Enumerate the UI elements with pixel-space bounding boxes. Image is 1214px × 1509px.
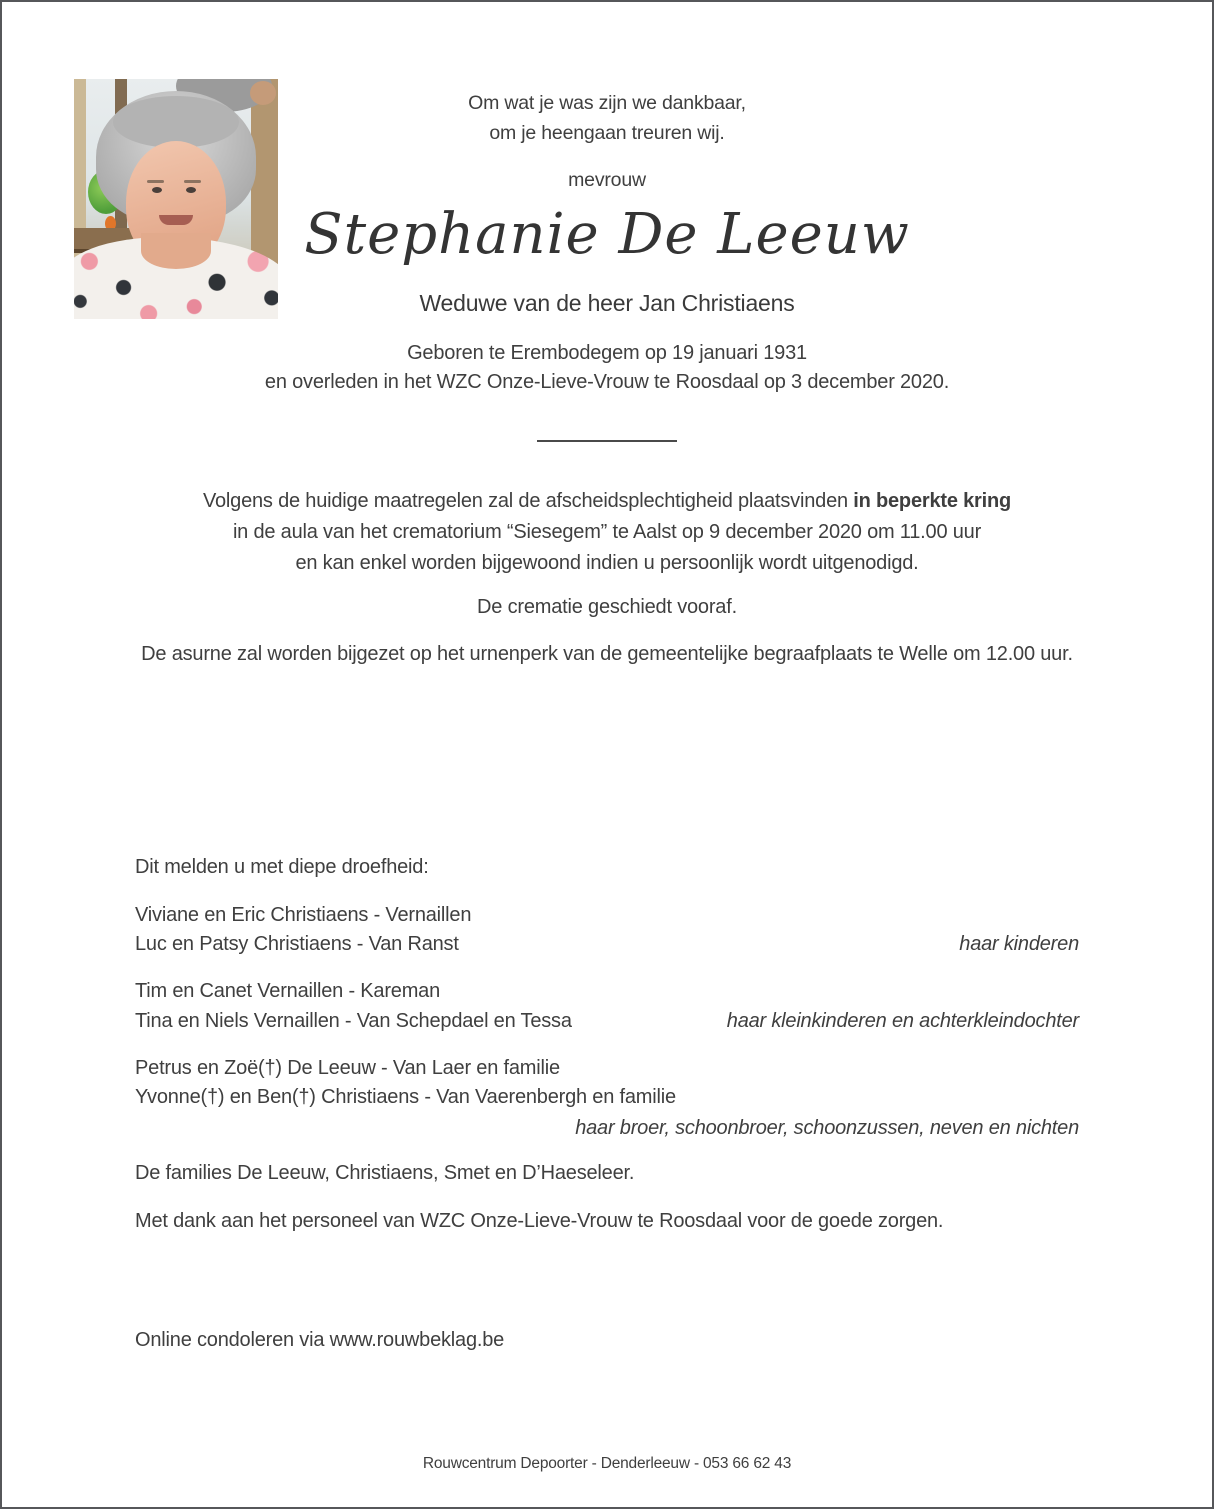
death-line: en overleden in het WZC Onze-Lieve-Vrouw te Roosdaal op 3 december 2020. (264, 371, 950, 393)
salutation: mevrouw (568, 169, 646, 191)
ceremony-line-1 (2, 489, 1212, 514)
ceremony-line-1-text: Volgens de huidige maatregelen zal de afscheidsplechtigheid plaatsvinden (202, 490, 854, 512)
section-divider (537, 440, 677, 442)
cremation-line: De crematie geschiedt vooraf. (477, 596, 737, 618)
announcement-intro: Dit melden u met diepe droefheid: (135, 856, 429, 878)
family-line: Yvonne(†) en Ben(†) Christiaens - Van Vaerenbergh en familie (135, 1086, 676, 1108)
ceremony-restriction-bold: in beperkte kring (853, 490, 1012, 512)
family-line: Tina en Niels Vernaillen - Van Schepdael en Tessa (135, 1010, 572, 1032)
relation-label: haar kleinkinderen en achterkleindochter (726, 1010, 1079, 1032)
widow-line: Weduwe van de heer Jan Christiaens (419, 290, 795, 316)
relation-label: haar broer, schoonbroer, schoonzussen, neven en nichten (575, 1117, 1079, 1139)
deceased-name: Stephanie De Leeuw (304, 202, 910, 267)
families-line: De families De Leeuw, Christiaens, Smet en D’Haeseleer. (135, 1162, 635, 1184)
thanks-line: Met dank aan het personeel van WZC Onze-Lieve-Vrouw te Roosdaal voor de goede zorgen. (135, 1210, 944, 1232)
relation-label: haar kinderen (959, 933, 1079, 955)
online-condolence-line: Online condoleren via www.rouwbeklag.be (135, 1329, 505, 1351)
family-line: Petrus en Zoë(†) De Leeuw - Van Laer en familie (135, 1057, 560, 1079)
ceremony-line-2: in de aula van het crematorium “Siesegem” te Aalst op 9 december 2020 om 11.00 uur (232, 521, 982, 543)
urn-line: De asurne zal worden bijgezet op het urnenperk van de gemeentelijke begraafplaats te Welle om 12.00 uur. (141, 643, 1073, 665)
family-line: Tim en Canet Vernaillen - Kareman (135, 980, 441, 1002)
family-line: Luc en Patsy Christiaens - Van Ranst (135, 933, 459, 955)
birth-line: Geboren te Erembodegem op 19 januari 1931 (407, 342, 807, 364)
family-line: Viviane en Eric Christiaens - Vernaillen (135, 904, 472, 926)
ceremony-line-3: en kan enkel worden bijgewoond indien u persoonlijk wordt uitgenodigd. (295, 552, 919, 574)
funeral-home-footer: Rouwcentrum Depoorter - Denderleeuw - 053 66 62 43 (422, 1455, 792, 1472)
opening-line-1: Om wat je was zijn we dankbaar, (468, 92, 746, 114)
opening-line-2: om je heengaan treuren wij. (489, 122, 725, 144)
